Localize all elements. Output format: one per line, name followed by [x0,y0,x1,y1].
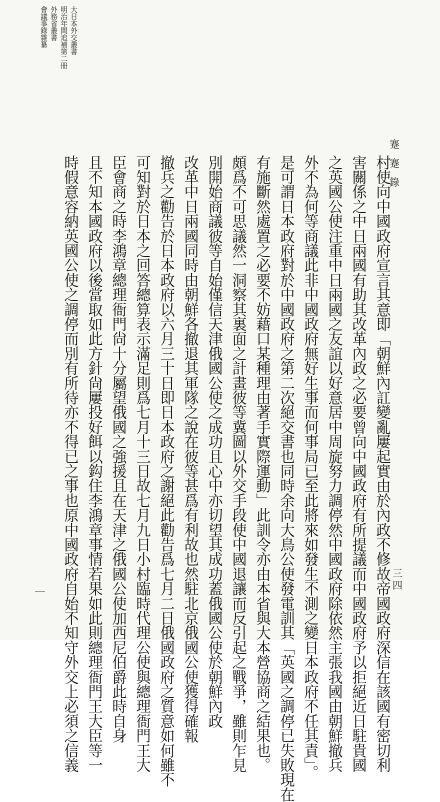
page-number: 三四 [390,568,401,592]
body-text-line: 村使向中國政府宣言其意即「朝鮮內訌變亂屢起實由於內政不修故帝國政府深信在該國有密切利 [374,155,391,773]
body-text-line: 是可謂日本政府對於中國政府之第二次絕交書也同時余向大鳥公使發電訓其「英國之調停已失敗現在 [278,155,295,802]
publication-line: 會議事錄雜纂 [40,6,48,48]
body-text-line: 臣會商之時李鴻章總理衙門尙十分屬望俄國之強援且在天津之俄國公使加西尼伯爵此時自身 [110,155,127,743]
body-text-line: 之英國公使注重中日兩國之友誼以好意居中周旋努力調停然中國政府除依然主張我國由朝鮮撤兵 [326,155,343,773]
body-text-line: 且不知本國政府以後當取如此方針尙屢投好餌以鈎住李鴻章事情若果如此則總理衙門王大臣等一 [86,155,103,773]
publication-line: 大日本外交叢書 [70,6,78,55]
publication-line: 明治年間追補第二冊 [60,6,68,69]
body-text-line: 撤兵之勸告於日本政府以六月三十日即日本政府之謝絕此勸告爲七月二日俄國政府之質意如何雖不 [158,155,175,788]
footer-mark [35,591,45,592]
body-text-line: 外不為何等商議此非中國政府無好生事而何事局已至此將來如發生不測之變日本政府不任其責」。 [302,155,319,780]
publication-line: 外務省叢書 [50,6,58,41]
running-header-title: 蹇蹇錄 [387,139,398,196]
body-text-line: 時假意容納英國公使之調停而別有所待亦不得已之事也原中國政府自始不知守外交上必須之信義 [62,155,79,773]
body-text-line: 別開始商議彼等自始僅信天津俄國公使之成功且心中亦切望其成功蓋俄國公使於朝鮮內政 [206,155,223,729]
body-text-line: 改革中日兩國同時由朝鮮各撤退其軍隊之說在彼等甚爲有利故也然駐北京俄國公使獲得確報 [182,155,199,743]
body-text-line: 可知對於日本之回答總算表示滿足則爲七月十三日故七月九日小村臨時代理公使與總理衙門王大 [134,155,151,773]
body-text-line: 害關係之中日兩國有助其改革內政之必要曾向中國政府有所提議而中國政府予以拒絕近日駐貴國 [350,155,367,773]
body-text-line: 頗爲不可思議然一洞察其裏面之計畫彼等冀圖以外交手段使中國退讓而反引起之戰爭，雖則乍見 [230,155,247,773]
body-text-line: 有施斷然處置之必要不妨藉口某種理由著手實際運動」此訓令亦由本省與大本營協商之結果也。 [254,155,271,773]
